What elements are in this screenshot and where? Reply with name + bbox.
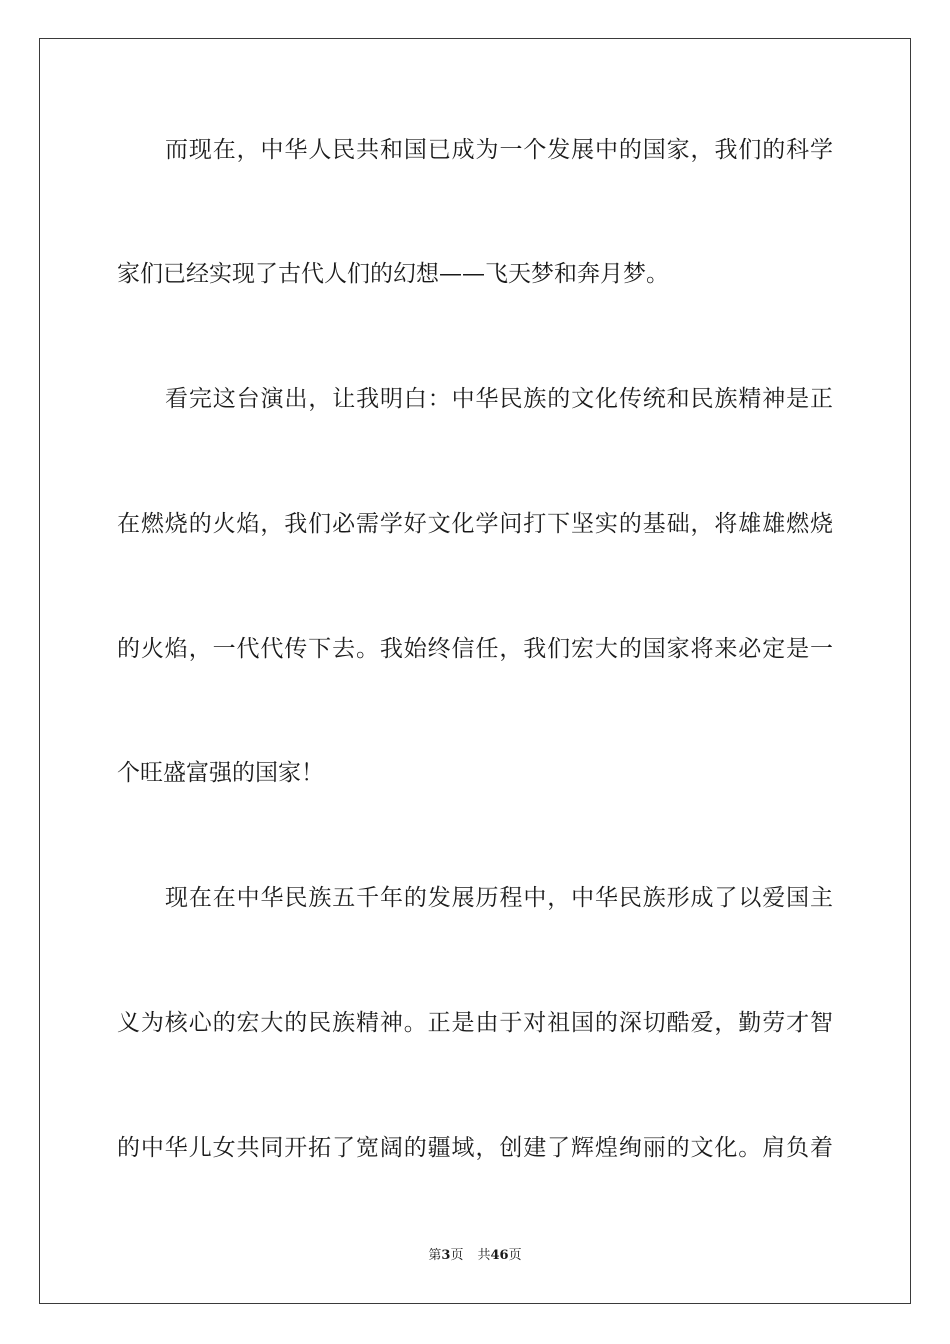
paragraph-3-line-2: 义为核心的宏大的民族精神。正是由于对祖国的深切酷爱，勤劳才智 — [117, 1010, 833, 1036]
page-frame — [39, 38, 911, 1304]
footer-page-suffix: 页 — [450, 1248, 464, 1263]
paragraph-1-line-1: 而现在，中华人民共和国已成为一个发展中的国家，我们的科学 — [165, 137, 833, 163]
paragraph-1-line-2: 家们已经实现了古代人们的幻想——飞天梦和奔月梦。 — [117, 261, 669, 287]
footer-page-number: 3 — [441, 1248, 451, 1263]
paragraph-2-line-1: 看完这台演出，让我明白：中华民族的文化传统和民族精神是正 — [165, 386, 833, 412]
footer-total-suffix: 页 — [508, 1248, 522, 1263]
paragraph-3-line-1: 现在在中华民族五千年的发展历程中，中华民族形成了以爱国主 — [165, 885, 833, 911]
paragraph-3-line-3: 的中华儿女共同开拓了宽阔的疆域，创建了辉煌绚丽的文化。肩负着 — [117, 1135, 833, 1161]
page-footer — [0, 1247, 950, 1265]
paragraph-2-line-2: 在燃烧的火焰，我们必需学好文化学问打下坚实的基础，将雄雄燃烧 — [117, 511, 833, 537]
paragraph-2-line-3: 的火焰，一代代传下去。我始终信任，我们宏大的国家将来必定是一 — [117, 636, 833, 662]
paragraph-2-line-4: 个旺盛富强的国家！ — [117, 760, 324, 786]
footer-total-pages: 46 — [490, 1248, 509, 1263]
footer-total-prefix: 共 — [477, 1248, 491, 1263]
footer-page-prefix: 第 — [428, 1248, 442, 1263]
